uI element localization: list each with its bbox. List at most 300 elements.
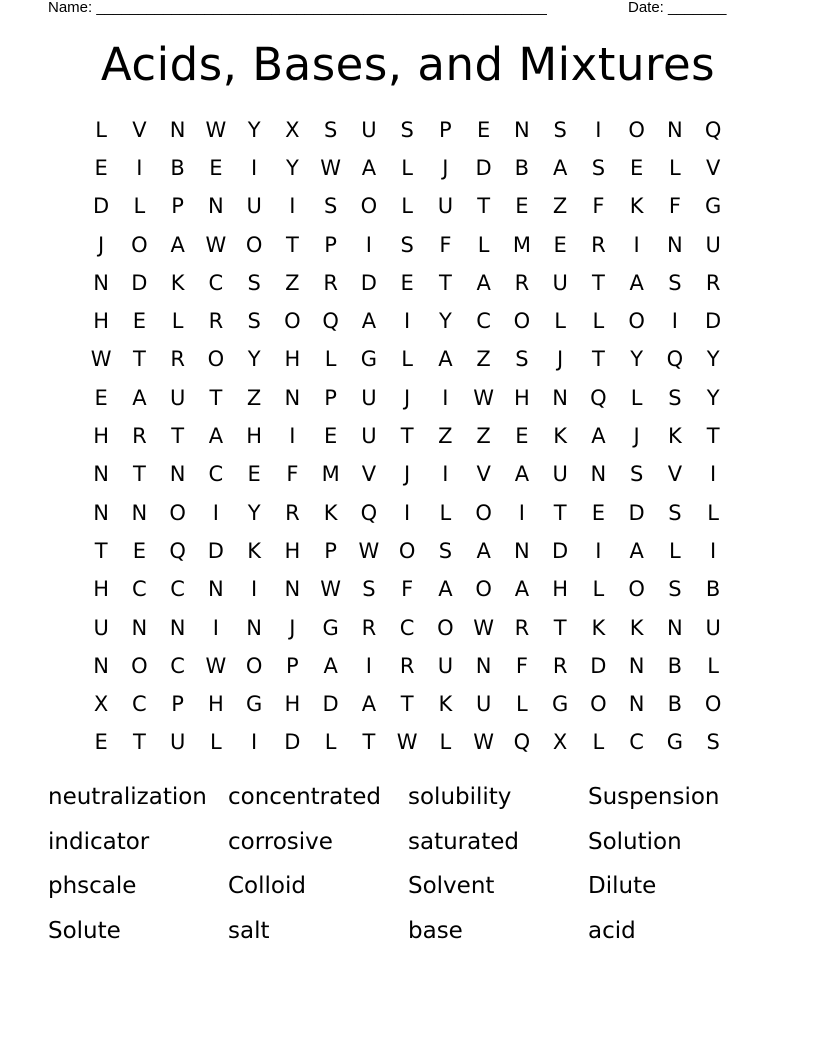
grid-letter[interactable]: E bbox=[94, 385, 108, 410]
grid-letter[interactable]: A bbox=[514, 462, 530, 487]
grid-letter[interactable]: L bbox=[707, 653, 719, 678]
grid-letter[interactable]: W bbox=[90, 347, 112, 372]
grid-letter[interactable]: T bbox=[591, 347, 605, 372]
grid-letter[interactable]: Q bbox=[360, 500, 378, 525]
grid-letter[interactable]: W bbox=[358, 538, 380, 563]
page-title: Acids, Bases, and Mixtures bbox=[100, 38, 716, 91]
word-bank bbox=[48, 775, 768, 953]
grid-letter[interactable]: I bbox=[289, 194, 296, 219]
grid-letter[interactable]: I bbox=[289, 424, 296, 449]
grid-letter[interactable]: T bbox=[362, 730, 376, 755]
grid-letter[interactable]: L bbox=[707, 500, 719, 525]
grid-letter[interactable]: N bbox=[284, 577, 301, 602]
grid-letter[interactable]: E bbox=[209, 155, 223, 180]
grid-letter[interactable]: K bbox=[553, 424, 568, 449]
word-bank-item: Solvent bbox=[408, 873, 495, 899]
grid-letter[interactable]: R bbox=[399, 653, 415, 678]
grid-letter[interactable]: E bbox=[629, 155, 644, 180]
grid-letter[interactable]: S bbox=[323, 117, 338, 142]
grid-letter[interactable]: S bbox=[668, 270, 682, 295]
grid-letter[interactable]: I bbox=[251, 155, 258, 180]
grid-letter[interactable]: C bbox=[170, 653, 185, 678]
grid-letter[interactable]: O bbox=[628, 117, 645, 142]
grid-letter[interactable]: I bbox=[595, 538, 602, 563]
grid-letter[interactable]: W bbox=[205, 653, 227, 678]
grid-letter[interactable]: T bbox=[400, 424, 414, 449]
grid-letter[interactable]: T bbox=[209, 385, 223, 410]
grid-letter[interactable]: T bbox=[553, 500, 567, 525]
header bbox=[0, 0, 816, 20]
grid-letter[interactable]: G bbox=[704, 194, 722, 219]
grid-letter[interactable]: Y bbox=[285, 155, 299, 180]
grid-letter[interactable]: L bbox=[592, 309, 605, 334]
grid-letter[interactable]: F bbox=[286, 462, 299, 487]
grid-letter[interactable]: Q bbox=[513, 730, 531, 755]
grid-letter[interactable]: W bbox=[473, 385, 494, 410]
grid-letter[interactable]: I bbox=[633, 232, 640, 257]
grid-letter[interactable]: K bbox=[438, 692, 453, 717]
grid-letter[interactable]: T bbox=[438, 270, 452, 295]
grid-letter[interactable]: F bbox=[401, 577, 414, 602]
grid-letter[interactable]: S bbox=[400, 117, 414, 142]
grid-letter[interactable]: L bbox=[133, 194, 146, 219]
grid-letter[interactable]: X bbox=[285, 117, 300, 142]
grid-letter[interactable]: H bbox=[284, 538, 301, 563]
grid-letter[interactable]: E bbox=[400, 270, 414, 295]
grid-letter[interactable]: A bbox=[132, 385, 147, 410]
word-bank-item: Solution bbox=[588, 828, 682, 855]
grid-letter[interactable]: N bbox=[246, 615, 262, 640]
grid-letter[interactable]: I bbox=[710, 538, 717, 563]
grid-letter[interactable]: A bbox=[591, 424, 606, 449]
grid-letter[interactable]: U bbox=[437, 194, 454, 219]
grid-letter[interactable]: I bbox=[442, 385, 449, 410]
grid-letter[interactable]: H bbox=[93, 424, 110, 449]
grid-letter[interactable]: N bbox=[169, 615, 186, 640]
grid-letter[interactable]: N bbox=[628, 653, 645, 678]
grid-letter[interactable]: D bbox=[284, 730, 301, 755]
grid-letter[interactable]: O bbox=[131, 653, 148, 678]
grid-letter[interactable]: S bbox=[553, 117, 567, 142]
grid-letter[interactable]: E bbox=[553, 232, 567, 257]
grid-letter[interactable]: Q bbox=[704, 117, 722, 142]
grid-letter[interactable]: C bbox=[399, 615, 415, 640]
grid-letter[interactable]: E bbox=[247, 462, 261, 487]
grid-letter[interactable]: X bbox=[552, 730, 568, 755]
grid-letter[interactable]: Y bbox=[630, 347, 644, 372]
grid-letter[interactable]: E bbox=[591, 500, 606, 525]
grid-letter[interactable]: I bbox=[710, 462, 717, 487]
grid-letter[interactable]: P bbox=[439, 117, 452, 142]
grid-letter[interactable]: R bbox=[323, 270, 338, 295]
grid-letter[interactable]: K bbox=[629, 615, 644, 640]
grid-letter[interactable]: R bbox=[514, 615, 530, 640]
grid-letter[interactable]: N bbox=[169, 462, 186, 487]
grid-letter[interactable]: Y bbox=[247, 347, 261, 372]
grid-letter[interactable]: C bbox=[629, 730, 644, 755]
grid-letter[interactable]: U bbox=[437, 653, 454, 678]
grid-letter[interactable]: L bbox=[401, 194, 413, 219]
grid-letter[interactable]: H bbox=[284, 692, 301, 717]
grid-letter[interactable]: H bbox=[246, 424, 263, 449]
grid-letter[interactable]: U bbox=[246, 194, 262, 219]
grid-letter[interactable]: C bbox=[170, 577, 185, 602]
grid-letter[interactable]: V bbox=[132, 117, 147, 142]
word-bank-item: corrosive bbox=[228, 828, 333, 855]
grid-letter[interactable]: O bbox=[245, 232, 263, 257]
grid-letter[interactable]: V bbox=[476, 462, 491, 487]
grid-letter[interactable]: U bbox=[552, 462, 568, 487]
grid-letter[interactable]: V bbox=[667, 462, 683, 487]
grid-letter[interactable]: G bbox=[245, 692, 263, 717]
grid-letter[interactable]: S bbox=[247, 309, 261, 334]
grid-letter[interactable]: A bbox=[438, 347, 453, 372]
grid-letter[interactable]: X bbox=[93, 692, 109, 717]
grid-letter[interactable]: G bbox=[666, 730, 684, 755]
grid-letter[interactable]: Z bbox=[476, 347, 491, 372]
grid-letter[interactable]: N bbox=[208, 577, 224, 602]
grid-letter[interactable]: J bbox=[557, 347, 564, 372]
word-bank-item: base bbox=[408, 917, 463, 944]
grid-letter[interactable]: S bbox=[668, 385, 682, 410]
grid-letter[interactable]: P bbox=[324, 232, 337, 257]
grid-letter[interactable]: O bbox=[475, 577, 492, 602]
grid-letter[interactable]: T bbox=[706, 424, 720, 449]
grid-letter[interactable]: S bbox=[323, 194, 338, 219]
grid-letter[interactable]: H bbox=[207, 692, 224, 717]
grid-letter[interactable]: N bbox=[93, 270, 109, 295]
grid-letter[interactable]: E bbox=[476, 117, 491, 142]
grid-letter[interactable]: I bbox=[442, 462, 449, 487]
word-bank-item: Suspension bbox=[588, 784, 720, 810]
grid-letter[interactable]: T bbox=[400, 692, 414, 717]
grid-letter[interactable]: P bbox=[171, 692, 184, 717]
grid-letter[interactable]: Y bbox=[706, 347, 720, 372]
grid-letter[interactable]: Q bbox=[590, 385, 607, 410]
grid-letter[interactable]: W bbox=[396, 730, 418, 755]
grid-letter[interactable]: Q bbox=[169, 538, 186, 563]
grid-letter[interactable]: L bbox=[554, 309, 566, 334]
grid-letter[interactable]: S bbox=[629, 462, 644, 487]
grid-letter[interactable]: I bbox=[404, 500, 411, 525]
grid-letter[interactable]: D bbox=[131, 270, 148, 295]
grid-letter[interactable]: K bbox=[591, 615, 606, 640]
grid-letter[interactable]: V bbox=[705, 155, 721, 180]
grid-letter[interactable]: T bbox=[132, 462, 146, 487]
grid-letter[interactable]: Z bbox=[552, 194, 568, 219]
name-field[interactable]: Name: ______________________________________________________ bbox=[48, 0, 547, 16]
grid-letter[interactable]: I bbox=[404, 309, 411, 334]
grid-letter[interactable]: N bbox=[131, 500, 148, 525]
grid-letter[interactable]: S bbox=[591, 155, 606, 180]
grid-letter[interactable]: S bbox=[247, 270, 261, 295]
grid-letter[interactable]: L bbox=[401, 155, 413, 180]
grid-letter[interactable]: O bbox=[360, 194, 378, 219]
grid-letter[interactable]: D bbox=[705, 309, 722, 334]
grid-letter[interactable]: V bbox=[361, 462, 377, 487]
grid-letter[interactable]: L bbox=[210, 730, 222, 755]
grid-letter[interactable]: O bbox=[398, 538, 416, 563]
grid-letter[interactable]: R bbox=[705, 270, 721, 295]
grid-letter[interactable]: E bbox=[94, 730, 108, 755]
grid-letter[interactable]: N bbox=[475, 653, 492, 678]
grid-letter[interactable]: U bbox=[93, 615, 109, 640]
grid-letter[interactable]: U bbox=[475, 692, 492, 717]
grid-letter[interactable]: Z bbox=[476, 424, 491, 449]
grid-letter[interactable]: I bbox=[212, 615, 219, 640]
grid-letter[interactable]: I bbox=[595, 117, 602, 142]
grid-letter[interactable]: S bbox=[362, 577, 376, 602]
grid-letter[interactable]: L bbox=[439, 500, 452, 525]
grid-letter[interactable]: D bbox=[628, 500, 645, 525]
grid-letter[interactable]: P bbox=[171, 194, 184, 219]
grid-letter[interactable]: U bbox=[361, 424, 377, 449]
grid-letter[interactable]: O bbox=[475, 500, 492, 525]
grid-letter[interactable]: Q bbox=[322, 309, 339, 334]
grid-letter[interactable]: N bbox=[667, 615, 683, 640]
grid-letter[interactable]: N bbox=[93, 462, 109, 487]
grid-letter[interactable]: I bbox=[212, 500, 219, 525]
grid-letter[interactable]: U bbox=[705, 232, 721, 257]
grid-letter[interactable]: T bbox=[94, 538, 108, 563]
grid-letter[interactable]: R bbox=[591, 232, 606, 257]
grid-letter[interactable]: A bbox=[629, 270, 644, 295]
grid-letter[interactable]: N bbox=[552, 385, 568, 410]
grid-letter[interactable]: N bbox=[93, 500, 109, 525]
grid-letter[interactable]: E bbox=[323, 424, 338, 449]
grid-letter[interactable]: L bbox=[669, 538, 681, 563]
grid-letter[interactable]: K bbox=[629, 194, 644, 219]
grid-letter[interactable]: L bbox=[439, 730, 452, 755]
grid-letter[interactable]: L bbox=[516, 692, 528, 717]
grid-letter[interactable]: F bbox=[668, 194, 681, 219]
grid-letter[interactable]: N bbox=[514, 538, 530, 563]
grid-letter[interactable]: U bbox=[169, 385, 186, 410]
grid-letter[interactable]: E bbox=[515, 424, 529, 449]
grid-letter[interactable]: G bbox=[360, 347, 378, 372]
grid-letter[interactable]: J bbox=[633, 424, 640, 449]
grid-letter[interactable]: P bbox=[324, 385, 337, 410]
grid-letter[interactable]: A bbox=[208, 424, 224, 449]
grid-letter[interactable]: D bbox=[475, 155, 492, 180]
grid-letter[interactable]: I bbox=[365, 232, 372, 257]
grid-letter[interactable]: T bbox=[477, 194, 491, 219]
grid-letter[interactable]: E bbox=[94, 155, 108, 180]
grid-letter[interactable]: J bbox=[404, 385, 411, 410]
grid-letter[interactable]: Y bbox=[247, 500, 261, 525]
grid-letter[interactable]: O bbox=[169, 500, 186, 525]
grid-letter[interactable]: E bbox=[132, 309, 147, 334]
grid-letter[interactable]: A bbox=[629, 538, 644, 563]
grid-letter[interactable]: L bbox=[324, 730, 337, 755]
grid-letter[interactable]: N bbox=[284, 385, 301, 410]
grid-letter[interactable]: A bbox=[476, 270, 491, 295]
grid-letter[interactable]: K bbox=[323, 500, 338, 525]
grid-letter[interactable]: Z bbox=[438, 424, 453, 449]
grid-letter[interactable]: D bbox=[322, 692, 339, 717]
grid-letter[interactable]: S bbox=[706, 730, 720, 755]
grid-letter[interactable]: Q bbox=[666, 347, 684, 372]
word-bank-item: salt bbox=[228, 917, 270, 944]
grid-letter[interactable]: U bbox=[705, 615, 721, 640]
grid-letter[interactable]: O bbox=[513, 309, 531, 334]
grid-letter[interactable]: R bbox=[285, 500, 300, 525]
grid-letter[interactable]: K bbox=[247, 538, 262, 563]
grid-letter[interactable]: E bbox=[132, 538, 147, 563]
grid-letter[interactable]: I bbox=[251, 730, 258, 755]
grid-letter[interactable]: L bbox=[477, 232, 490, 257]
grid-letter[interactable]: H bbox=[284, 347, 301, 372]
grid-letter[interactable]: J bbox=[98, 232, 105, 257]
grid-letter[interactable]: U bbox=[361, 385, 377, 410]
grid-letter[interactable]: L bbox=[669, 155, 681, 180]
grid-letter[interactable]: E bbox=[515, 194, 529, 219]
grid-letter[interactable]: L bbox=[171, 309, 184, 334]
grid-letter[interactable]: U bbox=[169, 730, 186, 755]
grid-letter[interactable]: D bbox=[93, 194, 110, 219]
grid-letter[interactable]: D bbox=[552, 538, 569, 563]
grid-letter[interactable]: Y bbox=[438, 309, 452, 334]
grid-letter[interactable]: O bbox=[245, 653, 263, 678]
grid-letter[interactable]: W bbox=[205, 232, 227, 257]
grid-letter[interactable]: L bbox=[592, 730, 605, 755]
grid-letter[interactable]: K bbox=[667, 424, 682, 449]
grid-letter[interactable]: D bbox=[360, 270, 377, 295]
grid-letter[interactable]: T bbox=[171, 424, 185, 449]
grid-letter[interactable]: C bbox=[208, 270, 224, 295]
grid-letter[interactable]: L bbox=[95, 117, 107, 142]
grid-letter[interactable]: O bbox=[704, 692, 722, 717]
grid-letter[interactable]: W bbox=[205, 117, 227, 142]
grid-letter[interactable]: S bbox=[668, 500, 682, 525]
grid-letter[interactable]: P bbox=[324, 538, 337, 563]
grid-letter[interactable]: A bbox=[361, 692, 377, 717]
grid-letter[interactable]: T bbox=[285, 232, 299, 257]
grid-letter[interactable]: K bbox=[170, 270, 185, 295]
grid-letter[interactable]: C bbox=[132, 692, 147, 717]
grid-letter[interactable]: L bbox=[324, 347, 337, 372]
grid-letter[interactable]: S bbox=[438, 538, 453, 563]
grid-letter[interactable]: R bbox=[208, 309, 224, 334]
grid-letter[interactable]: O bbox=[207, 347, 225, 372]
grid-letter[interactable]: T bbox=[132, 730, 146, 755]
grid-letter[interactable]: N bbox=[667, 232, 683, 257]
grid-letter[interactable]: C bbox=[208, 462, 224, 487]
grid-letter[interactable]: N bbox=[667, 117, 683, 142]
grid-letter[interactable]: O bbox=[590, 692, 607, 717]
grid-letter[interactable]: R bbox=[170, 347, 185, 372]
grid-letter[interactable]: A bbox=[361, 309, 377, 334]
grid-letter[interactable]: N bbox=[131, 615, 148, 640]
grid-letter[interactable]: L bbox=[630, 385, 643, 410]
grid-letter[interactable]: I bbox=[365, 653, 372, 678]
grid-letter[interactable]: R bbox=[552, 653, 568, 678]
grid-letter[interactable]: B bbox=[705, 577, 721, 602]
grid-letter[interactable]: D bbox=[207, 538, 224, 563]
grid-letter[interactable]: O bbox=[437, 615, 454, 640]
grid-letter[interactable]: H bbox=[552, 577, 569, 602]
grid-letter[interactable]: J bbox=[404, 462, 411, 487]
grid-letter[interactable]: M bbox=[321, 462, 340, 487]
grid-letter[interactable]: H bbox=[93, 309, 110, 334]
grid-letter[interactable]: D bbox=[590, 653, 607, 678]
grid-letter[interactable]: A bbox=[323, 653, 338, 678]
grid-letter[interactable]: C bbox=[476, 309, 491, 334]
date-field[interactable]: Date: _______ bbox=[628, 0, 727, 16]
grid-letter[interactable]: I bbox=[671, 309, 678, 334]
grid-letter[interactable]: N bbox=[169, 117, 186, 142]
grid-letter[interactable]: B bbox=[170, 155, 185, 180]
grid-letter[interactable]: N bbox=[590, 462, 607, 487]
grid-letter[interactable]: W bbox=[320, 577, 341, 602]
grid-letter[interactable]: T bbox=[553, 615, 567, 640]
grid-letter[interactable]: L bbox=[592, 577, 605, 602]
grid-letter[interactable]: I bbox=[136, 155, 143, 180]
grid-letter[interactable]: W bbox=[320, 155, 341, 180]
grid-letter[interactable]: T bbox=[591, 270, 605, 295]
grid-letter[interactable]: O bbox=[628, 309, 645, 334]
grid-letter[interactable]: A bbox=[438, 577, 453, 602]
grid-letter[interactable]: O bbox=[131, 232, 148, 257]
grid-letter[interactable]: J bbox=[289, 615, 296, 640]
grid-letter[interactable]: M bbox=[512, 232, 531, 257]
grid-letter[interactable]: S bbox=[515, 347, 529, 372]
grid-letter[interactable]: A bbox=[476, 538, 491, 563]
grid-letter[interactable]: R bbox=[361, 615, 377, 640]
grid-letter[interactable]: R bbox=[514, 270, 530, 295]
grid-letter[interactable]: O bbox=[628, 577, 645, 602]
grid-letter[interactable]: J bbox=[442, 155, 449, 180]
grid-letter[interactable]: G bbox=[322, 615, 339, 640]
grid-letter[interactable]: R bbox=[132, 424, 147, 449]
grid-letter[interactable]: P bbox=[286, 653, 299, 678]
grid-letter[interactable]: I bbox=[518, 500, 525, 525]
grid-letter[interactable]: O bbox=[284, 309, 301, 334]
grid-letter[interactable]: S bbox=[668, 577, 682, 602]
grid-letter[interactable]: B bbox=[667, 653, 683, 678]
grid-letter[interactable]: T bbox=[132, 347, 146, 372]
grid-letter[interactable]: N bbox=[93, 653, 109, 678]
grid-letter[interactable]: A bbox=[361, 155, 377, 180]
grid-letter[interactable]: N bbox=[514, 117, 530, 142]
grid-letter[interactable]: G bbox=[551, 692, 569, 717]
grid-letter[interactable]: A bbox=[170, 232, 185, 257]
grid-letter[interactable]: S bbox=[400, 232, 414, 257]
grid-letter[interactable]: I bbox=[251, 577, 258, 602]
grid-letter[interactable]: B bbox=[667, 692, 683, 717]
grid-letter[interactable]: L bbox=[401, 347, 413, 372]
grid-letter[interactable]: U bbox=[552, 270, 568, 295]
grid-letter[interactable]: B bbox=[514, 155, 530, 180]
grid-letter[interactable]: N bbox=[628, 692, 645, 717]
grid-letter[interactable]: Z bbox=[285, 270, 300, 295]
grid-letter[interactable]: Y bbox=[706, 385, 720, 410]
grid-letter[interactable]: W bbox=[473, 730, 494, 755]
grid-letter[interactable]: H bbox=[93, 577, 110, 602]
grid-letter[interactable]: Y bbox=[247, 117, 261, 142]
grid-letter[interactable]: H bbox=[513, 385, 530, 410]
grid-letter[interactable]: U bbox=[361, 117, 377, 142]
grid-letter[interactable]: A bbox=[552, 155, 568, 180]
grid-letter[interactable]: Z bbox=[246, 385, 262, 410]
grid-letter[interactable]: W bbox=[473, 615, 494, 640]
grid-letter[interactable]: F bbox=[439, 232, 452, 257]
grid-letter[interactable]: F bbox=[515, 653, 528, 678]
grid-letter[interactable]: N bbox=[208, 194, 224, 219]
grid-letter[interactable]: A bbox=[514, 577, 530, 602]
grid-letter[interactable]: F bbox=[592, 194, 605, 219]
grid-letter[interactable]: C bbox=[132, 577, 147, 602]
